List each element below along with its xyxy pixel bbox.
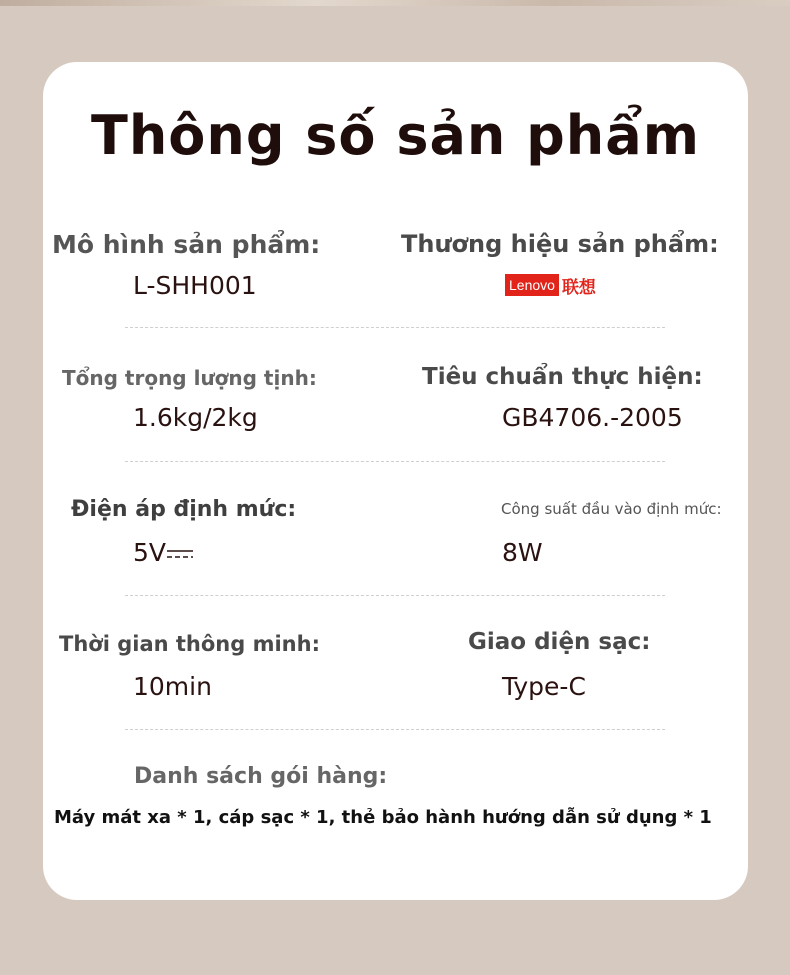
divider-3 — [125, 595, 665, 596]
top-border-strip — [0, 0, 790, 6]
divider-4 — [125, 729, 665, 730]
brand-label: Thương hiệu sản phẩm: — [401, 230, 719, 258]
smart-timer-label: Thời gian thông minh: — [59, 632, 320, 656]
rated-power-value: 8W — [502, 538, 543, 567]
divider-1 — [125, 327, 665, 328]
model-value: L-SHH001 — [133, 271, 257, 300]
net-weight-value: 1.6kg/2kg — [133, 403, 258, 432]
model-label: Mô hình sản phẩm: — [52, 230, 321, 259]
lenovo-logo-cn: 联想 — [561, 277, 596, 298]
smart-timer-value: 10min — [133, 672, 212, 701]
rated-voltage-label: Điện áp định mức: — [71, 497, 297, 522]
rated-voltage-text: 5V — [133, 538, 167, 567]
page-title: Thông số sản phẩm — [91, 104, 700, 167]
charging-port-value: Type-C — [502, 672, 586, 701]
charging-port-label: Giao diện sạc: — [468, 629, 651, 655]
package-contents: Máy mát xa * 1, cáp sạc * 1, thẻ bảo hành hướng dẫn sử dụng * 1 — [54, 807, 712, 828]
lenovo-logo-text: Lenovo — [505, 274, 559, 296]
rated-power-label: Công suất đầu vào định mức: — [501, 500, 722, 518]
standard-label: Tiêu chuẩn thực hiện: — [422, 364, 703, 390]
standard-value: GB4706.-2005 — [502, 403, 683, 432]
net-weight-label: Tổng trọng lượng tịnh: — [62, 366, 317, 390]
divider-2 — [125, 461, 665, 462]
rated-voltage-value — [133, 538, 193, 567]
lenovo-logo — [505, 274, 596, 296]
dc-symbol-icon — [167, 548, 193, 560]
spec-card — [43, 62, 748, 900]
package-list-label: Danh sách gói hàng: — [134, 764, 388, 789]
